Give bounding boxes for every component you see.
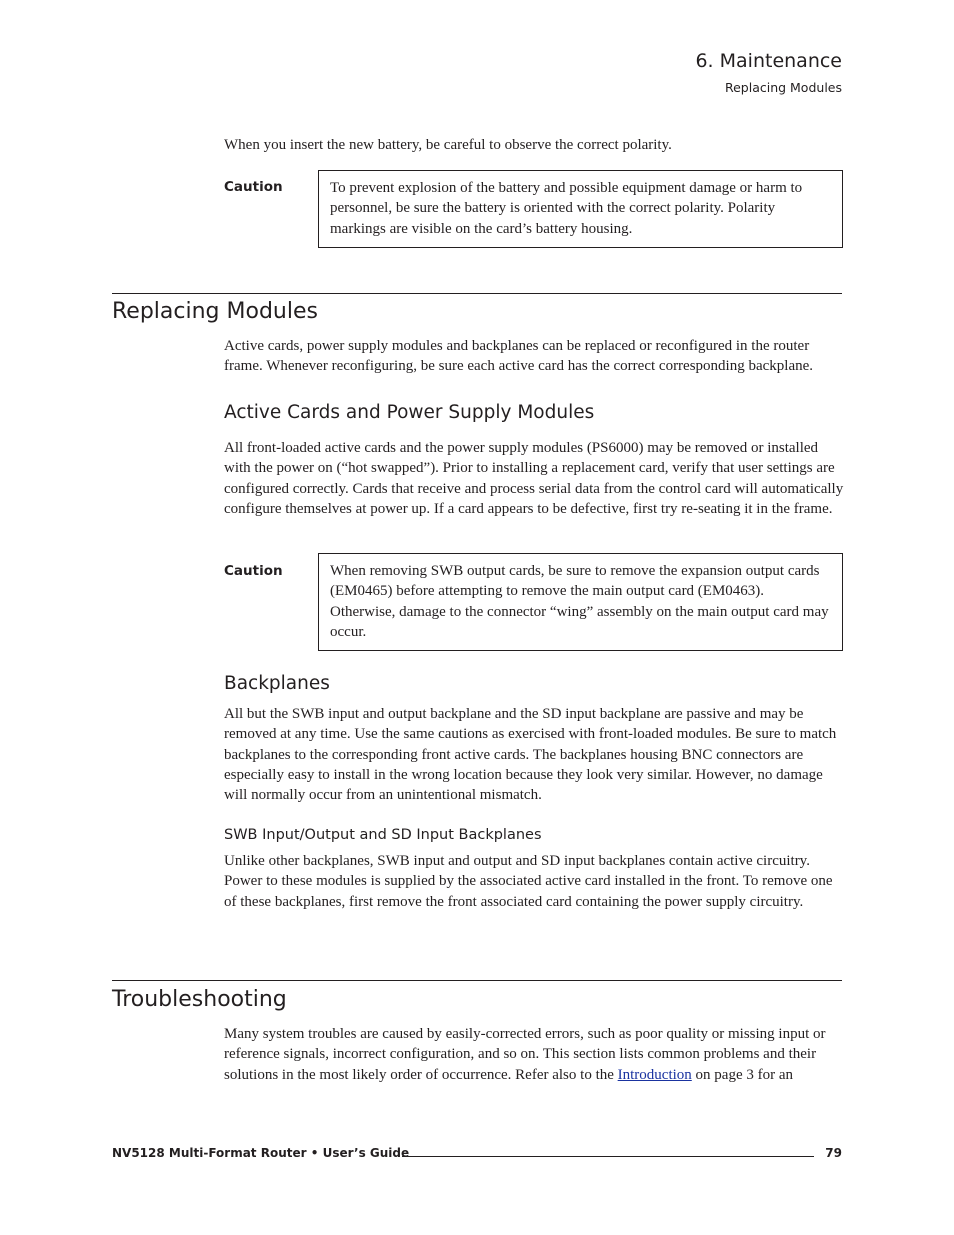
- heading-troubleshooting: Troubleshooting: [112, 987, 287, 1012]
- heading-backplanes: Backplanes: [224, 673, 330, 694]
- heading-replacing-modules: Replacing Modules: [112, 299, 318, 324]
- caution-label: Caution: [224, 179, 283, 195]
- heading-active-cards: Active Cards and Power Supply Modules: [224, 402, 595, 423]
- footer-rule: [402, 1156, 814, 1157]
- page-number: 79: [825, 1146, 842, 1160]
- chapter-title: 6. Maintenance: [695, 50, 842, 72]
- troubleshooting-text: Many system troubles are caused by easily-corrected errors, such as poor quality or missing input or reference signals, incorrect configuration, and so on. This section lists common problems and their solutions in the most likely order of occurrence. Refer also to the: [224, 1026, 826, 1083]
- troubleshooting-text-cont: on page 3 for an: [695, 1066, 794, 1083]
- caution-box: [318, 553, 843, 651]
- section-divider: [112, 980, 842, 981]
- backplanes-paragraph: All but the SWB input and output backplane and the SD input backplane are passive and may be removed at any time. Use the same cautions as exercised with front-loaded modules. Be sure to match backplanes to the corresponding front active cards. The backplanes housing BNC connectors are especially easy to install in the wrong location because they look very similar. However, no damage will normally occur from an unintentional mismatch.: [224, 706, 837, 804]
- intro-paragraph: When you insert the new battery, be careful to observe the correct polarity.: [224, 137, 672, 153]
- swb-backplanes-paragraph: Unlike other backplanes, SWB input and output and SD input backplanes contain active circuitry. Power to these modules is supplied by the associated active card installed in the front. To remove one of these backplanes, first remove the front associated card containing the power supply circuitry.: [224, 853, 833, 910]
- active-cards-paragraph: All front-loaded active cards and the power supply modules (PS6000) may be removed or installed with the power on (“hot swapped”). Prior to installing a replacement card, verify that user settings are configured correctly. Cards that receive and process serial data from the control card will automatically configure themselves at power up. If a card appears to be defective, first try re-seating it in the frame.: [224, 440, 844, 517]
- troubleshooting-paragraph: [224, 1024, 844, 1085]
- caution-text: To prevent explosion of the battery and possible equipment damage or harm to personnel, be sure the battery is oriented with the correct polarity. Polarity markings are visible on the card’s battery housing.: [330, 180, 803, 237]
- replacing-modules-paragraph: Active cards, power supply modules and backplanes can be replaced or reconfigured in the router frame. Whenever reconfiguring, be sure each active card has the correct corresponding backplane.: [224, 338, 814, 375]
- caution-label: Caution: [224, 563, 283, 579]
- section-divider: [112, 293, 842, 294]
- introduction-link[interactable]: Introduction: [617, 1066, 692, 1083]
- section-running-head: Replacing Modules: [724, 80, 842, 95]
- caution-box: [318, 170, 843, 248]
- footer-title: NV5128 Multi-Format Router • User’s Guide: [112, 1146, 410, 1160]
- caution-text: When removing SWB output cards, be sure to remove the expansion output cards (EM0465) before attempting to remove the main output card (EM0463). Otherwise, damage to the connector “wing” assembly on the main output card may occur.: [330, 563, 829, 640]
- heading-swb-backplanes: SWB Input/Output and SD Input Backplanes: [224, 827, 542, 843]
